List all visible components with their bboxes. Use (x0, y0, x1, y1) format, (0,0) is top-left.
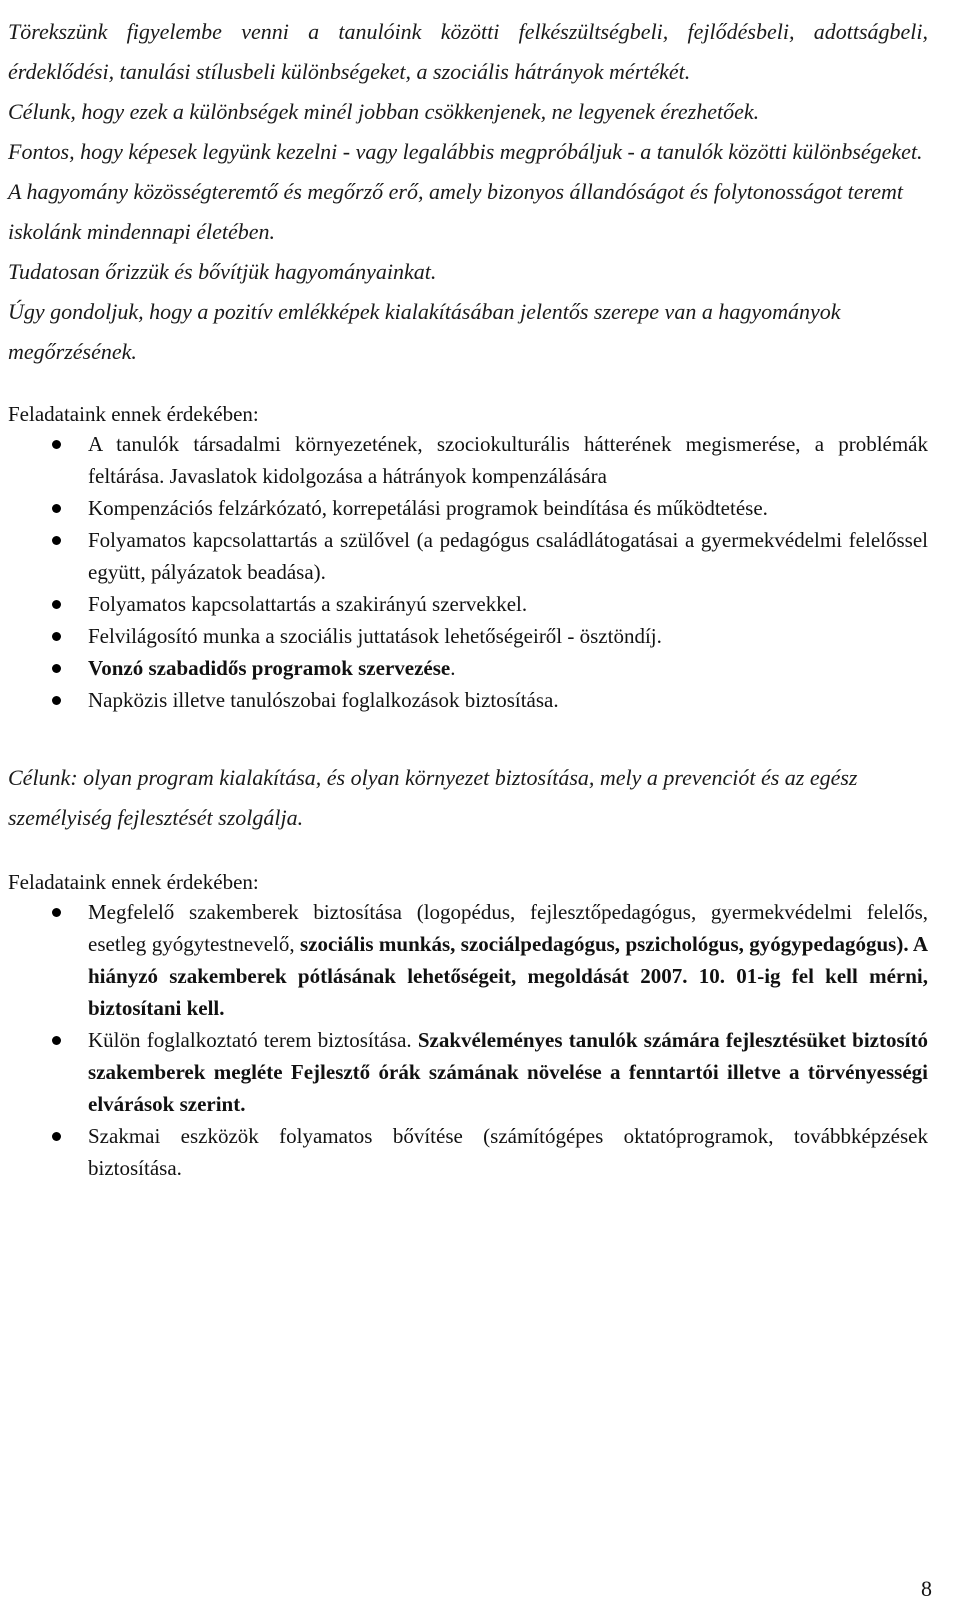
list-item: Szakmai eszközök folyamatos bővítése (számítógépes oktatóprogramok, továbbképzések biztosítása. (8, 1120, 928, 1184)
list-item: Folyamatos kapcsolattartás a szülővel (a pedagógus családlátogatásai a gyermekvédelmi felelőssel együtt, pályázatok beadása). (8, 524, 928, 588)
intro-paragraph: Fontos, hogy képesek legyünk kezelni - vagy legalábbis megpróbáljuk - a tanulók közötti különbségeket. (8, 139, 923, 164)
section-heading: Feladataink ennek érdekében: (8, 402, 259, 426)
list-item: Napközis illetve tanulószobai foglalkozások biztosítása. (8, 684, 928, 716)
intro-block (8, 0, 928, 372)
intro-paragraph: Úgy gondoljuk, hogy a pozitív emlékképek kialakításában jelentős szerepe van a hagyományok megőrzésének. (8, 299, 841, 364)
document-page (8, 0, 928, 1184)
list-item: A tanulók társadalmi környezetének, szociokulturális hátterének megismerése, a problémák feltárása. Javaslatok kidolgozása a hátrányok kompenzálására (8, 428, 928, 492)
intro-paragraph: A hagyomány közösségteremtő és megőrző erő, amely bizonyos állandóságot és folytonosságot teremt iskolánk mindennapi életében. (8, 179, 903, 244)
list-item: Kompenzációs felzárkózató, korrepetálási programok beindítása és működtetése. (8, 492, 928, 524)
list-item: Megfelelő szakemberek biztosítása (logopédus, fejlesztőpedagógus, gyermekvédelmi felelős, esetleg gyógytestnevelő, szociális munkás, szociálpedagógus, pszichológus, gyógypedagógus). A hiányzó szakemberek pótlásának lehetőségeit, megoldását 2007. 10. 01-ig fel kell mérni, biztosítani kell. (8, 896, 928, 1024)
list-item: Felvilágosító munka a szociális juttatások lehetőségeiről - ösztöndíj. (8, 620, 928, 652)
list-item: Folyamatos kapcsolattartás a szakirányú szervekkel. (8, 588, 928, 620)
list-item: Vonzó szabadidős programok szervezése. (8, 652, 928, 684)
section-heading: Feladataink ennek érdekében: (8, 870, 259, 894)
task-list (8, 896, 928, 1184)
intro-paragraph: Törekszünk figyelembe venni a tanulóink közötti felkészültségbeli, fejlődésbeli, adottságbeli, érdeklődési, tanulási stílusbeli különbségeket, a szociális hátrányok mértékét. (8, 19, 928, 84)
intro-paragraph: Tudatosan őrizzük és bővítjük hagyományainkat. (8, 259, 437, 284)
list-item: Külön foglalkoztató terem biztosítása. Szakvéleményes tanulók számára fejlesztésüket biztosító szakemberek megléte Fejlesztő órák számának növelése a fenntartói illetve a törvényességi elvárások szerint. (8, 1024, 928, 1120)
intro-paragraph: Célunk, hogy ezek a különbségek minél jobban csökkenjenek, ne legyenek érezhetőek. (8, 99, 760, 124)
page-number: 8 (921, 1576, 932, 1601)
goal-paragraph: Célunk: olyan program kialakítása, és olyan környezet biztosítása, mely a prevenciót és az egész személyiség fejlesztését szolgálja. (8, 765, 858, 830)
task-list (8, 428, 928, 716)
